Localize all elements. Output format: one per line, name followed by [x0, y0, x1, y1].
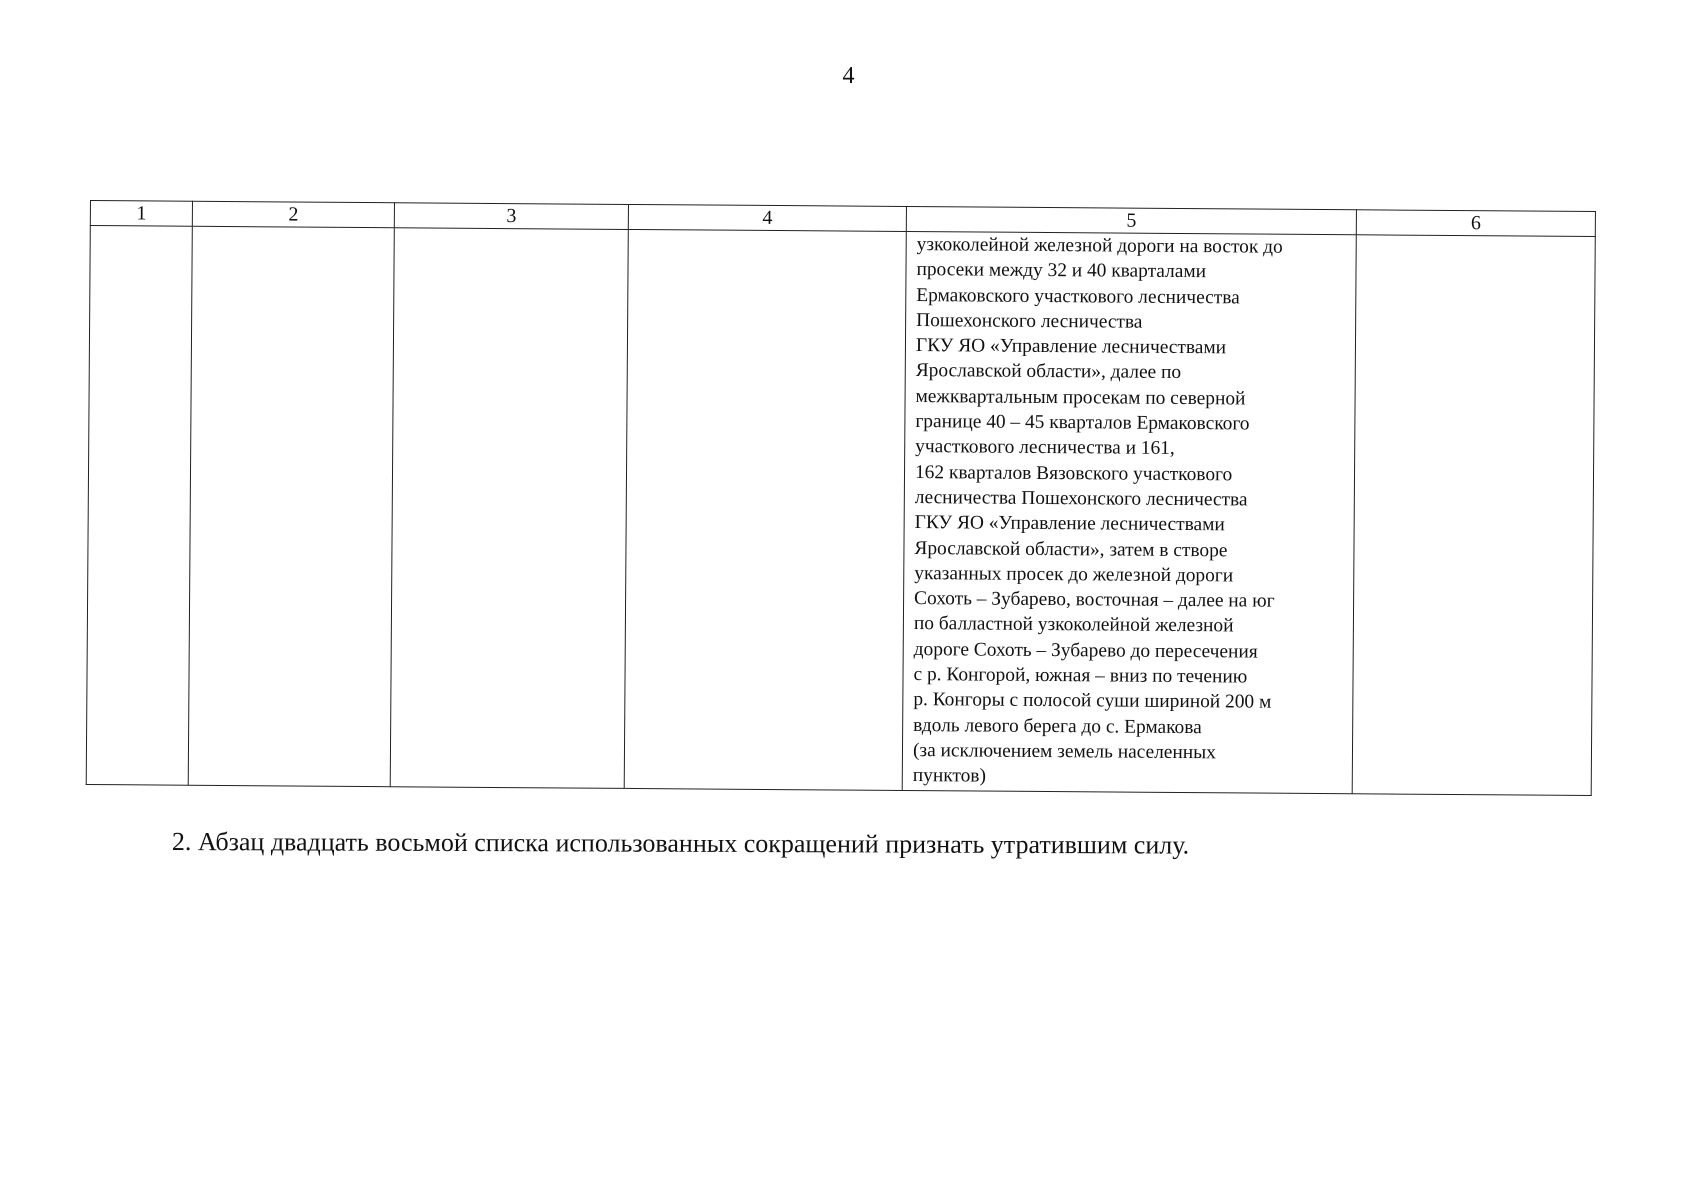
text-line: лесничества Пошехонского лесничества: [914, 487, 1248, 511]
text-line: вдоль левого берега до с. Ермакова: [913, 714, 1202, 738]
column-header-4: 4: [628, 204, 906, 231]
text-line: Сохоть – Зубарево, восточная – далее на юг: [914, 588, 1275, 612]
text-line: пунктов): [912, 765, 987, 787]
text-line: указанных просек до железной дороги: [914, 562, 1234, 587]
amendment-paragraph: 2. Абзац двадцать восьмой списка использованных сокращений признать утратившим силу.: [171, 827, 1190, 860]
cell-col-5: [902, 231, 1356, 793]
column-header-2: 2: [192, 201, 394, 227]
text-line: просеки между 32 и 40 кварталами: [916, 259, 1207, 283]
table-row: [86, 226, 1595, 796]
text-line: межквартальным просекам по северной: [915, 385, 1246, 410]
cell-col-4: [624, 229, 906, 790]
text-line: (за исключением земель населенных: [912, 739, 1217, 764]
text-line: по балластной узкоколейной железной: [913, 613, 1234, 637]
cell-col-1: [86, 226, 192, 786]
column-header-5: 5: [906, 206, 1356, 234]
text-line: Ярославской области», далее по: [915, 360, 1182, 384]
cell-col-3: [390, 228, 628, 789]
cell-col-6: [1352, 235, 1595, 796]
boundary-description: [903, 232, 1356, 792]
text-line: с р. Конгорой, южная – вниз по течению: [913, 664, 1248, 688]
text-line: ГКУ ЯО «Управление лесничествами: [914, 512, 1225, 536]
text-line: Пошехонского лесничества: [916, 309, 1143, 333]
text-line: узкоколейной железной дороги на восток до: [916, 234, 1283, 258]
column-header-3: 3: [394, 203, 628, 230]
page-number: 4: [842, 63, 855, 89]
text-line: участкового лесничества и 161,: [915, 436, 1175, 460]
column-header-1: 1: [90, 201, 192, 227]
column-header-6: 6: [1356, 210, 1595, 237]
text-line: дороге Сохоть – Зубарево до пересечения: [913, 638, 1258, 663]
text-line: р. Конгоры с полосой суши шириной 200 м: [913, 689, 1272, 714]
cell-col-2: [188, 226, 394, 786]
text-line: ГКУ ЯО «Управление лесничествами: [915, 335, 1227, 359]
boundary-table: [86, 200, 1596, 796]
text-line: границе 40 – 45 кварталов Ермаковского: [915, 411, 1250, 435]
text-line: 162 кварталов Вязовского участкового: [914, 461, 1233, 486]
text-line: Ермаковского участкового лесничества: [916, 284, 1240, 309]
text-line: Ярославской области», затем в створе: [914, 537, 1228, 561]
